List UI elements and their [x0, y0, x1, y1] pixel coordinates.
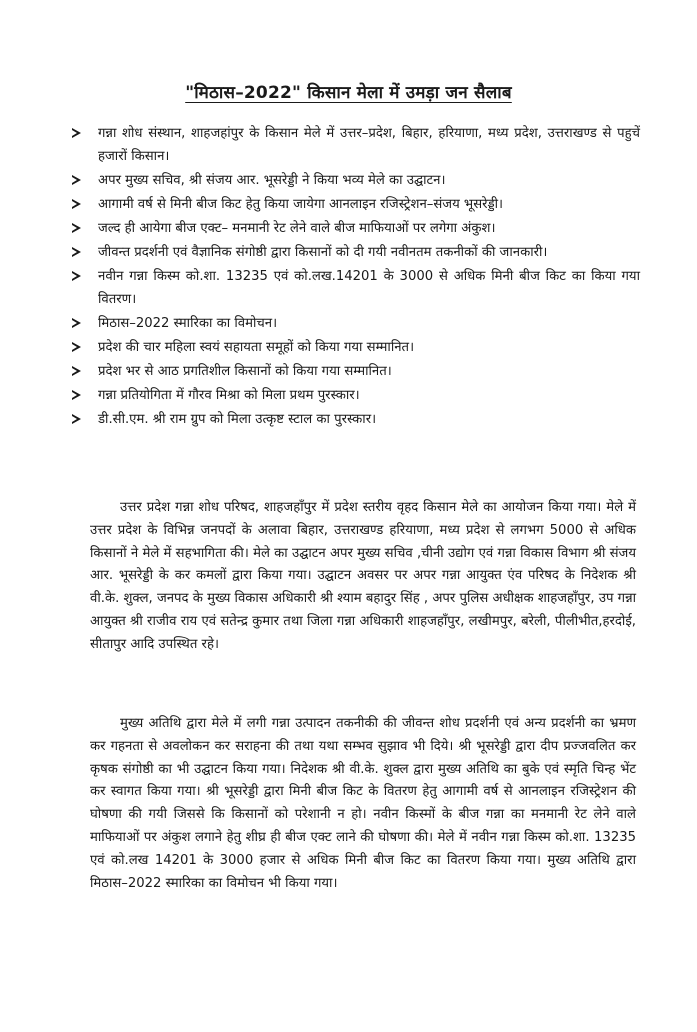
bullet-text: अपर मुख्य सचिव, श्री संजय आर. भूसरेड्डी ने किया भव्य मेले का उद्घाटन।	[98, 173, 446, 188]
arrow-bullet-icon	[72, 175, 81, 185]
list-item	[72, 122, 640, 168]
list-item	[72, 217, 640, 240]
arrow-bullet-icon	[72, 342, 81, 352]
body-paragraph: मुख्य अतिथि द्वारा मेले में लगी गन्ना उत्पादन तकनीकी की जीवन्त शोध प्रदर्शनी एवं अन्य प्रदर्शनी का भ्रमण कर गहनता से अवलोकन कर सराहना की तथा यथा सम्भव सुझाव भी दिये। श्री भूसरेड्डी द्वारा दीप प्रज्जवलित कर कृषक संगोष्ठी का भी उद्घाटन किया गया। निदेशक श्री वी.के. शुक्ल द्वारा मुख्य अतिथि का बुके एवं स्मृति चिन्ह भेंट कर स्वागत किया गया। श्री भूसरेड्डी द्वारा मिनी बीज किट के वितरण हेतु आगामी वर्ष से आनलाइन रजिस्ट्रेशन की घोषणा की गयी जिससे कि किसानों को परेशानी न हो। नवीन किस्मों के बीज गन्ना का मनमानी रेट लेने वाले माफियाओं पर अंकुश लगाने हेतु शीघ्र ही बीज एक्ट लाने की घोषणा की। मेले में नवीन गन्ना किस्म को.शा. 13235 एवं को.लख 14201 के 3000 हजार से अधिक मिनी बीज किट का वितरण किया गया। मुख्य अतिथि द्वारा मिठास–2022 स्मारिका का विमोचन भी किया गया।	[90, 716, 636, 891]
arrow-bullet-icon	[72, 271, 81, 281]
list-item	[72, 312, 640, 335]
highlights-list	[72, 122, 640, 432]
bullet-text: जल्द ही आयेगा बीज एक्ट– मनमानी रेट लेने वाले बीज माफियाओं पर लगेगा अंकुश।	[98, 221, 496, 236]
bullet-text: डी.सी.एम. श्री राम ग्रुप को मिला उत्कृष्ट स्टाल का पुरस्कार।	[98, 412, 377, 427]
bullet-text: नवीन गन्ना किस्म को.शा. 13235 एवं को.लख.14201 के 3000 से अधिक मिनी बीज किट का किया गया वितरण।	[98, 269, 640, 307]
bullet-text: जीवन्त प्रदर्शनी एवं वैज्ञानिक संगोष्ठी द्वारा किसानों को दी गयी नवीनतम तकनीकों की जानकारी।	[98, 245, 548, 260]
list-item	[72, 336, 640, 359]
arrow-bullet-icon	[72, 199, 81, 209]
list-item	[72, 169, 640, 192]
arrow-bullet-icon	[72, 223, 81, 233]
arrow-bullet-icon	[72, 247, 81, 257]
bullet-text: प्रदेश की चार महिला स्वयं सहायता समूहों को किया गया सम्मानित।	[98, 340, 415, 355]
page-title: "मिठास–2022" किसान मेला में उमड़ा जन सैलाब	[185, 83, 512, 103]
list-item	[72, 241, 640, 264]
bullet-text: गन्ना शोध संस्थान, शाहजहांपुर के किसान मेले में उत्तर–प्रदेश, बिहार, हरियाणा, मध्य प्रदेश, उत्तराखण्ड से पहुचें हजारों किसान।	[98, 126, 640, 164]
list-item	[72, 193, 640, 216]
arrow-bullet-icon	[72, 128, 81, 138]
arrow-bullet-icon	[72, 366, 81, 376]
list-item	[72, 360, 640, 383]
bullet-text: प्रदेश भर से आठ प्रगतिशील किसानों को किया गया सम्मानित।	[98, 364, 392, 379]
arrow-bullet-icon	[72, 390, 81, 400]
bullet-text: आगामी वर्ष से मिनी बीज किट हेतु किया जायेगा आनलाइन रजिस्ट्रेशन–संजय भूसरेड्डी।	[98, 197, 504, 212]
list-item	[72, 265, 640, 311]
bullet-text: मिठास–2022 स्मारिका का विमोचन।	[98, 316, 278, 331]
list-item	[72, 408, 640, 431]
arrow-bullet-icon	[72, 318, 81, 328]
bullet-text: गन्ना प्रतियोगिता में गौरव मिश्रा को मिला प्रथम पुरस्कार।	[98, 388, 360, 403]
arrow-bullet-icon	[72, 414, 81, 424]
list-item	[72, 384, 640, 407]
body-paragraph: उत्तर प्रदेश गन्ना शोध परिषद, शाहजहाँपुर में प्रदेश स्तरीय वृहद किसान मेले का आयोजन किया गया। मेले में उत्तर प्रदेश के विभिन्न जनपदों के अलावा बिहार, उत्तराखण्ड हरियाणा, मध्य प्रदेश से लगभग 5000 से अधिक किसानों ने मेले में सहभागिता की। मेले का उद्घाटन अपर मुख्य सचिव ,चीनी उद्योग एवं गन्ना विकास विभाग श्री संजय आर. भूसरेड्डी के कर कमलों द्वारा किया गया। उद्घाटन अवसर पर अपर गन्ना आयुक्त एंव परिषद के निदेशक श्री वी.के. शुक्ल, जनपद के मुख्य विकास अधिकारी श्री श्याम बहादुर सिंह , अपर पुलिस अधीक्षक शाहजहाँपुर, उप गन्ना आयुक्त श्री राजीव राय एवं सतेन्द्र कुमार तथा जिला गन्ना अधिकारी शाहजहाँपुर, लखीमपुर, बरेली, पीलीभीत,हरदोई, सीतापुर आदि उपस्थित रहे।	[90, 500, 636, 652]
